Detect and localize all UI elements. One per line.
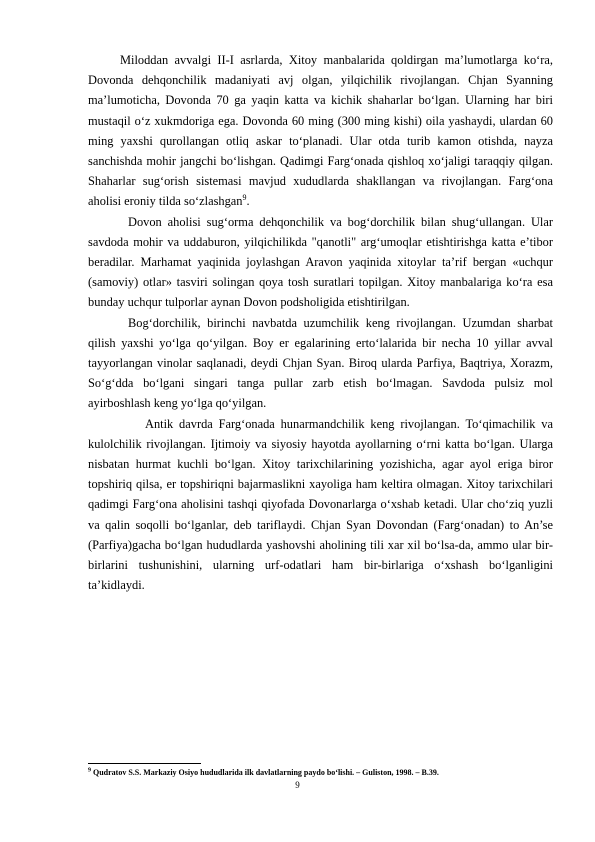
- page-number: 9: [295, 780, 300, 790]
- paragraph-1-text: Miloddan avvalgi II-I asrlarda, Xitoy manbalarida qoldirgan ma’lumotlarga ko‘ra, Dovonda dehqonchilik madaniyati avj olgan, yilqichilik rivojlangan. Chjan Syanning ma’lumoticha, Dovonda 70 ga yaqin katta va kichik shaharlar bo‘lgan. Ularning har biri mustaqil o‘z xukmdoriga ega. Dovonda 60 ming (300 ming kishi) oila yashaydi, ulardan 60 ming yaxshi qurollangan otliq askar to‘planadi. Ular otda turib kamon otishda, nayza sanchishda mohir jangchi bo‘lishgan. Qadimgi Farg‘onada qishloq xo‘jaligi taraqqiy qilgan. Shaharlar sug‘orish sistemasi mavjud xududlarda shakllangan va rivojlangan. Farg‘ona aholisi eroniy tilda so‘zlashgan: [88, 53, 553, 209]
- footnote-divider: [88, 763, 201, 764]
- paragraph-1-end: .: [246, 194, 250, 209]
- paragraph-4: Antik davrda Farg‘onada hunarmandchilik keng rivojlangan. To‘qimachilik va kulolchilik rivojlangan. Ijtimoiy va siyosiy hayotda ayollarning o‘rni katta bo‘lgan. Ularga nisbatan hurmat kuchli bo‘lgan. Xitoy tarixchilarining yozishicha, agar ayol eriga biror topshiriq qilsa, er topshiriqni bajarmaslikni xayoliga ham keltira olmagan. Xitoy tarixchilari qadimgi Farg‘ona aholisini tashqi qiyofada Dovonarlarga o‘xshab ketadi. Ular cho‘ziq yuzli va qalin soqolli bo‘lganlar, deb tariflaydi. Chjan Syan Dovondan (Farg‘onadan) to An’se (Parfiya)gacha bo‘lgan hududlarda yashovshi aholining tili xar xil bo‘lsa-da, ammo ular bir- birlarini tushunishini, ularning urf-odatlari ham bir-birlariga o‘xshash bo‘lganligini ta’kidlaydi.: [88, 416, 553, 593]
- paragraph-3: Bog‘dorchilik, birinchi navbatda uzumchilik keng rivojlangan. Uzumdan sharbat qilish yaxshi yo‘lga qo‘yilgan. Boy er egalarining erto‘lalarida bir necha 10 yillar avval tayyorlangan vinolar saqlanadi, deydi Chjan Syan. Biroq ularda Parfiya, Baqtriya, Xorazm, So‘g‘dda bo‘lgani singari tanga pullar zarb etish bo‘lmagan. Savdoda pulsiz mol ayirboshlash keng yo‘lga qo‘yilgan.: [88, 315, 553, 411]
- document-body: [88, 50, 553, 595]
- paragraph-1: [88, 50, 553, 212]
- paragraph-2: Dovon aholisi sug‘orma dehqonchilik va bog‘dorchilik bilan shug‘ullangan. Ular savdoda mohir va uddaburon, yilqichilikda "qanotli" arg‘umoqlar etishtirishga katta e’tibor beradilar. Marhamat yaqinida joylashgan Aravon yaqinida xitoylar ta’rif bergan «uchqur (samoviy) otlar» tasviri solingan qoya tosh suratlari topilgan. Xitoy manbalariga ko‘ra esa bunday uchqur tulporlar aynan Dovon podsholigida etishtirilgan.: [88, 214, 553, 310]
- footnote-text: Qudratov S.S. Markaziy Osiyo hududlarida ilk davlatlarning paydo bo‘lishi. – Guliston, 1998. – B.39.: [91, 768, 439, 777]
- footnote-number: 9: [88, 767, 91, 774]
- footnote-reference[interactable]: 9: [242, 193, 247, 203]
- footnote: [88, 768, 553, 778]
